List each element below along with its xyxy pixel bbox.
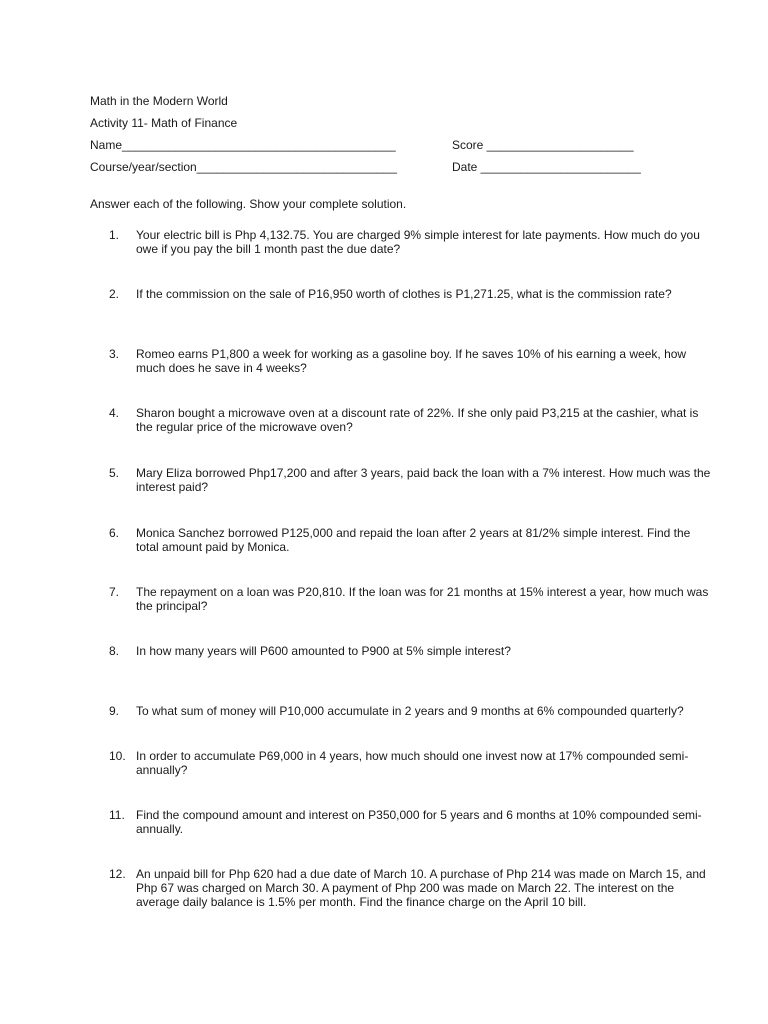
question-number: 12. xyxy=(109,867,126,881)
instructions: Answer each of the following. Show your complete solution. xyxy=(90,197,407,211)
question-text: In how many years will P600 amounted to P900 at 5% simple interest? xyxy=(136,644,511,658)
question-text: To what sum of money will P10,000 accumulate in 2 years and 9 months at 6% compounded quarterly? xyxy=(136,704,684,718)
question-number: 9. xyxy=(109,704,120,718)
question-text: Find the compound amount and interest on P350,000 for 5 years and 6 months at 10% compounded semi-annually. xyxy=(136,808,702,836)
question-text: Sharon bought a microwave oven at a discount rate of 22%. If she only paid P3,215 at the cashier, what is the regular price of the microwave oven? xyxy=(136,406,699,434)
question-text: An unpaid bill for Php 620 had a due date of March 10. A purchase of Php 214 was made on March 15, and Php 67 was charged on March 30. A payment of Php 200 was made on March 22. The interest on the average daily balance is 1.5% per month. Find the finance charge on the April 10 bill. xyxy=(136,867,706,909)
question-number: 7. xyxy=(109,585,120,599)
activity-title: Activity 11- Math of Finance xyxy=(90,116,238,130)
question-text: Romeo earns P1,800 a week for working as a gasoline boy. If he saves 10% of his earning a week, how much does he save in 4 weeks? xyxy=(136,347,687,375)
question-text: In order to accumulate P69,000 in 4 years, how much should one invest now at 17% compounded semi-annually? xyxy=(136,749,689,777)
name-field: Name_________________________________________ xyxy=(90,138,396,152)
question-text: Monica Sanchez borrowed P125,000 and repaid the loan after 2 years at 81/2% simple interest. Find the total amount paid by Monica. xyxy=(136,526,691,554)
question-number: 4. xyxy=(109,406,120,420)
question-number: 11. xyxy=(109,808,125,822)
question-number: 1. xyxy=(109,228,120,242)
question-number: 5. xyxy=(109,466,120,480)
question-number: 2. xyxy=(109,287,120,301)
score-field: Score ______________________ xyxy=(452,138,634,152)
question-number: 10. xyxy=(109,749,126,763)
question-number: 8. xyxy=(109,644,120,658)
date-field: Date ________________________ xyxy=(452,160,641,174)
question-text: Your electric bill is Php 4,132.75. You are charged 9% simple interest for late payments. How much do you owe if you pay the bill 1 month past the due date? xyxy=(136,228,700,256)
question-number: 6. xyxy=(109,526,120,540)
question-text: If the commission on the sale of P16,950 worth of clothes is P1,271.25, what is the commission rate? xyxy=(136,287,672,301)
course-title: Math in the Modern World xyxy=(90,94,228,108)
question-text: The repayment on a loan was P20,810. If the loan was for 21 months at 15% interest a year, how much was the principal? xyxy=(136,585,709,613)
question-number: 3. xyxy=(109,347,120,361)
course-section-field: Course/year/section______________________________ xyxy=(90,160,397,174)
question-text: Mary Eliza borrowed Php17,200 and after 3 years, paid back the loan with a 7% interest. How much was the interest paid? xyxy=(136,466,711,494)
